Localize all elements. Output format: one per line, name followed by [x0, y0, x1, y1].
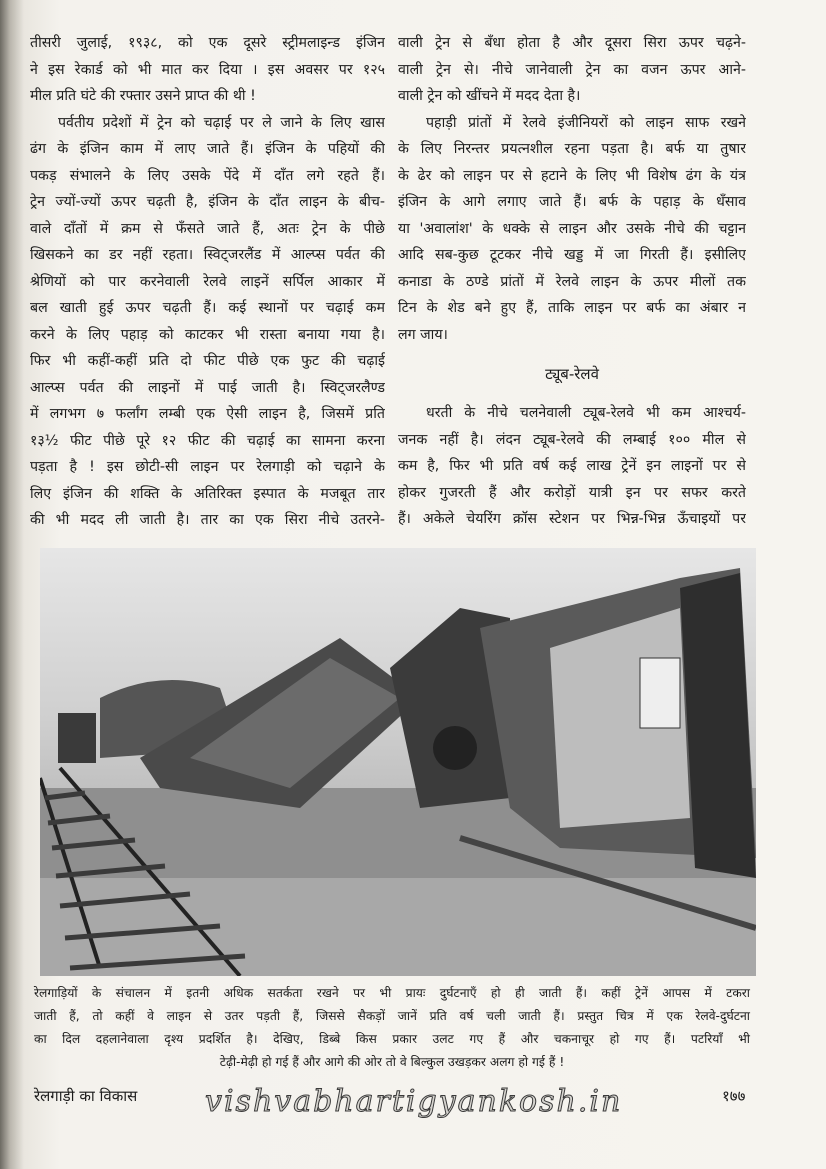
- text-line: पहाड़ी प्रांतों में रेलवे इंजीनियरों को लाइन साफ रखने: [426, 114, 746, 131]
- text-line: ढंग के इंजिन काम में लाए जाते हैं। इंजिन के पहियों की: [30, 141, 385, 157]
- text-line: पकड़ संभालने के लिए उसके पेंदे में दाँत लगे रहते हैं।: [30, 167, 385, 184]
- text-line: १३½ फीट पीछे पूरे १२ फीट की चढ़ाई का सामना करना: [30, 432, 385, 449]
- text-line: लग जाय।: [398, 326, 448, 343]
- text-line: श्रेणियों को पार करनेवाली रेलवे लाइनें सर्पिल आकार में: [30, 273, 385, 290]
- caption-line: जाती हैं, तो कहीं वे लाइन से उतर पड़ती हैं, जिससे सैकड़ों जानें प्रति वर्ष चली जाती हैं। प्रस्तुत चित्र में एक रेलवे-दुर्घटना: [34, 1009, 750, 1023]
- text-line: की भी मदद ली जाती है। तार का एक सिरा नीचे उतरने-: [30, 512, 385, 528]
- text-line: ट्रेन ज्यों-ज्यों ऊपर चढ़ती है, इंजिन के दाँत लाइन के बीच-: [30, 194, 385, 210]
- section-heading: ट्यूब-रेलवे: [545, 365, 599, 383]
- text-line: मील प्रति घंटे की रफ्तार उसने प्राप्त की थी !: [30, 88, 256, 104]
- text-line: खिसकने का डर नहीं रहता। स्विट्जरलैंड में आल्प्स पर्वत की: [30, 247, 385, 263]
- train-accident-photo: [40, 548, 756, 976]
- text-line: कम है, फिर भी प्रति वर्ष कई लाख ट्रेनें इन लाइनों पर से: [398, 458, 746, 474]
- text-line: के ढेर को लाइन पर से हटाने के लिए भी विशेष ढंग के यंत्र: [398, 167, 746, 184]
- caption-line: का दिल दहलानेवाला दृश्य प्रदर्शित है। देखिए, डिब्बे किस प्रकार उलट गए हैं और चकनाचूर हो गए हैं। पटरियाँ भी: [34, 1032, 750, 1046]
- page-number: १७७: [722, 1087, 746, 1105]
- text-line: आदि सब-कुछ टूटकर नीचे खड्ड में जा गिरती हैं। इसीलिए: [398, 247, 746, 263]
- text-line: आल्प्स पर्वत की लाइनों में पाई जाती है। स्विट्जरलैण्ड: [30, 379, 385, 396]
- caption-line: रेलगाड़ियों के संचालन में इतनी अधिक सतर्कता रखने पर भी प्रायः दुर्घटनाएँ हो ही जाती हैं। कहीं ट्रेनें आपस में टकरा: [34, 986, 750, 1000]
- running-title: रेलगाड़ी का विकास: [34, 1087, 138, 1105]
- text-line: धरती के नीचे चलनेवाली ट्यूब-रेलवे भी कम आश्चर्य-: [426, 405, 746, 421]
- text-line: करने के लिए पहाड़ को काटकर भी रास्ता बनाया गया है।: [30, 326, 385, 343]
- text-line: पर्वतीय प्रदेशों में ट्रेन को चढ़ाई पर ले जाने के लिए खास: [58, 114, 385, 131]
- text-line: जनक नहीं है। लंदन ट्यूब-रेलवे की लम्बाई १०० मील से: [398, 431, 746, 448]
- text-line: वाली ट्रेन को खींचने में मदद देता है।: [398, 88, 581, 104]
- text-line: बल खाती हुई ऊपर चढ़ती हैं। कई स्थानों पर चढ़ाई कम: [30, 300, 385, 316]
- text-line: लिए इंजिन की शक्ति के अतिरिक्त इस्पात के मजबूत तार: [30, 485, 385, 502]
- left-column: [30, 30, 385, 534]
- text-line: वाली ट्रेन से। नीचे जानेवाली ट्रेन का वजन ऊपर आने-: [398, 61, 746, 78]
- text-line: ने इस रेकार्ड को भी मात कर दिया । इस अवसर पर १२५: [30, 61, 385, 78]
- text-line: फिर भी कहीं-कहीं प्रति दो फीट पीछे एक फुट की चढ़ाई: [30, 353, 385, 369]
- text-line: वाली ट्रेन से बँधा होता है और दूसरा सिरा ऊपर चढ़ने-: [398, 35, 746, 51]
- text-line: तीसरी जुलाई, १९३८, को एक दूसरे स्ट्रीमलाइन्ड इंजिन: [30, 35, 385, 51]
- photo-caption: [34, 982, 750, 1074]
- text-line: हैं। अकेले चेयरिंग क्रॉस स्टेशन पर भिन्न-भिन्न ऊँचाइयों पर: [398, 511, 746, 527]
- text-line: में लगभग ७ फर्लांग लम्बी एक ऐसी लाइन है, जिसमें प्रति: [30, 406, 385, 422]
- caption-line: टेढ़ी-मेढ़ी हो गई हैं और आगे की ओर तो वे बिल्कुल उखड़कर अलग हो गई हैं !: [219, 1055, 565, 1069]
- text-line: इंजिन के आगे लगाए जाते हैं। बर्फ के पहाड़ के धँसाव: [398, 194, 746, 210]
- text-line: टिन के शेड बने हुए हैं, ताकि लाइन पर बर्फ का अंबार न: [398, 300, 746, 316]
- text-line: होकर गुजरती हैं और करोड़ों यात्री इन पर सफर करते: [398, 484, 746, 501]
- text-line: या 'अवालांश' के धक्के से लाइन और उसके नीचे की चट्टान: [398, 220, 746, 237]
- text-line: वाले दाँतों में क्रम से फँसते जाते हैं, अतः ट्रेन के पीछे: [30, 220, 385, 237]
- text-line: के लिए निरन्तर प्रयत्नशील रहना पड़ता है। बर्फ या तुषार: [398, 141, 746, 157]
- right-column: [398, 30, 746, 533]
- text-line: कनाडा के ठण्डे प्रांतों में रेलवे लाइन के ऊपर मीलों तक: [398, 273, 746, 290]
- text-line: पड़ता है ! इस छोटी-सी लाइन पर रेलगाड़ी को चढ़ाने के: [30, 459, 385, 475]
- watermark: vishvabhartigyankosh.in: [205, 1084, 623, 1119]
